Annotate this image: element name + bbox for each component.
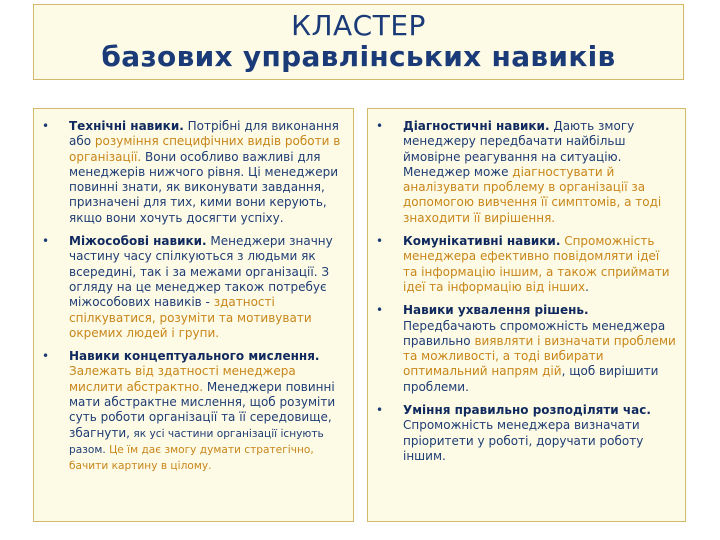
item-text: . [585,279,589,294]
item-text: , щоб вирішити проблеми. [403,364,659,394]
item-heading: Навики концептуального мислення. [69,349,320,364]
item-text: Дають змогу менеджеру передбачати найбільш ймовірне реагування на ситуацію. Менеджер може [403,119,635,179]
item-text: Вони особливо важливі для менеджерів нижчого рівня. Ці менеджери повинні знати, як виконувати завдання, призначені для тих, кими вони керують, якщо вони хочуть досягти успіху. [69,149,339,225]
item-text: Менеджери повинні мати абстрактне мислення, щоб розуміти суть роботи організації та її середовище, збагнути, [69,379,336,440]
right-column [367,108,686,522]
item-highlight: діагностувати й аналізувати проблему в організації за допомогою вивчення її симптомів, а тоді знаходити її вирішення. [403,164,662,225]
list-item-technical-skills [42,119,345,226]
item-text: Менеджери значну частину часу спілкуються з людьми як всередині, так і за межами організації. З огляду на це менеджер також потребує міжособових навиків - [69,234,333,310]
list-item-communication-skills [376,234,677,295]
list-item-time-management [376,403,677,464]
bullet-icon: • [376,403,384,418]
item-heading: Діагностичні навики. [403,119,550,133]
bullet-icon: • [42,349,50,364]
item-text: Спроможність менеджера визначати пріоритети у роботі, доручати роботу іншим. [403,418,644,463]
list-item-conceptual-skills [42,349,345,474]
item-highlight: виявляти і визначати проблеми та можливості, а тоді вибирати оптимальний напрям дій [403,333,676,379]
item-highlight: розуміння специфічних видів роботи в організації. [69,134,341,164]
bullet-icon: • [376,303,384,318]
item-heading: Технічні навики. [69,119,184,133]
item-heading: Навики ухвалення рішень. [403,303,589,318]
title-line-1: КЛАСТЕР [291,9,426,42]
list-item-decision-skills [376,303,677,395]
item-highlight: Спроможність менеджера ефективно повідомляти ідеї та інформацію іншим, а також сприймати ідеї та інформацію від інших [403,234,670,294]
item-heading: Міжособові навики. [69,234,207,249]
title-line-2: базових управлінських навиків [101,40,616,73]
item-highlight: Залежать від здатності менеджера мислити абстрактно. [69,364,296,394]
bullet-icon: • [42,234,50,249]
bullet-icon: • [376,119,384,133]
item-text-small: як усі частини організації існують разом. [69,427,324,456]
item-highlight: здатності спілкуватися, розуміти та мотивувати окремих людей і групи. [69,295,312,340]
item-highlight-small: Це їм дає змогу думати стратегічно, бачити картину в цілому. [69,443,314,473]
item-text: Передбачають спроможність менеджера правильно [403,318,666,348]
list-item-diagnostic-skills [376,119,677,226]
bullet-icon: • [376,234,384,249]
left-column [33,108,354,522]
bullet-icon: • [42,119,50,133]
item-heading: Уміння правильно розподіляти час. [403,403,651,418]
list-item-interpersonal-skills [42,234,345,341]
item-text: Потрібні для виконання або [69,119,339,149]
title-box [33,4,684,80]
item-heading: Комунікативні навики. [403,234,561,249]
